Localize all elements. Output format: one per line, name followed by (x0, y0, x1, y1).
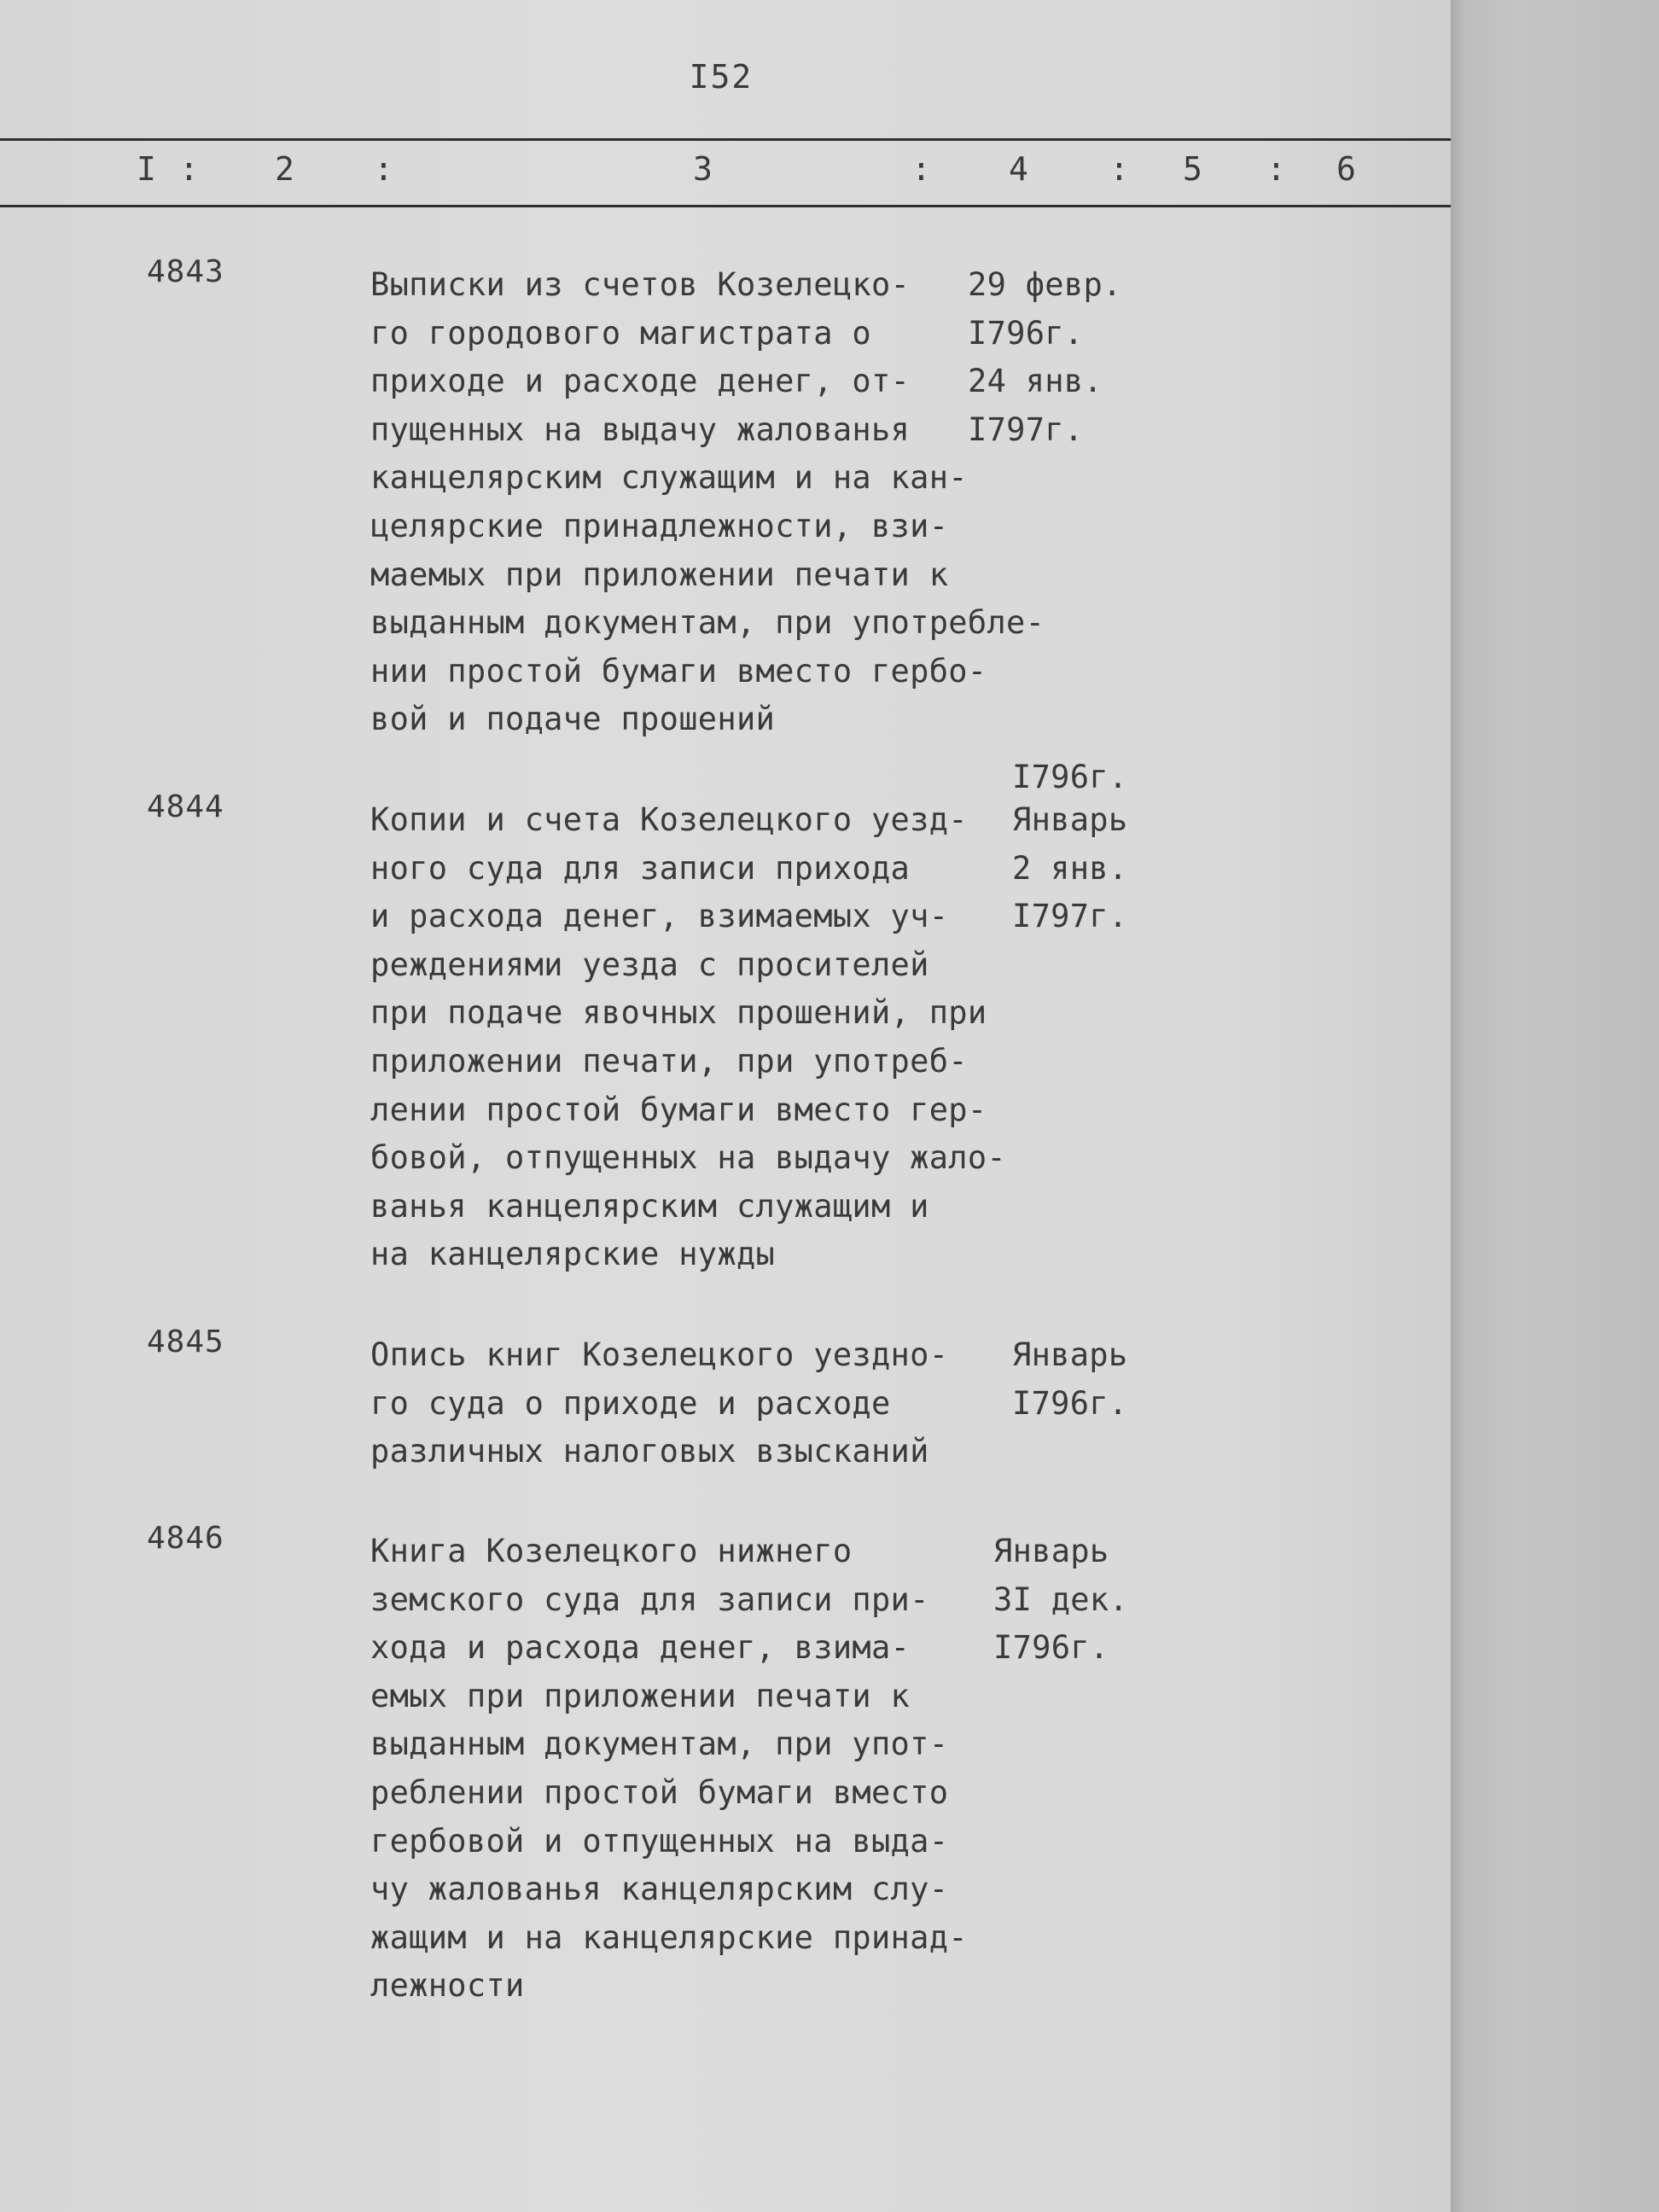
entry-description (370, 796, 1070, 1279)
column-label-1: I (137, 150, 156, 188)
text-line: Книга Козелецкого нижнего (370, 1533, 853, 1569)
text-line: го суда о приходе и расходе (370, 1384, 891, 1422)
text-line: и расхода денег, взимаемых уч- (370, 898, 949, 935)
entry-number: 4843 (147, 254, 224, 289)
entry-number: 4846 (147, 1521, 224, 1556)
text-line: канцелярским служащим и на кан- (370, 459, 968, 497)
text-line: реблении простой бумаги вместо (370, 1773, 949, 1811)
date-line: I796г. (968, 314, 1084, 352)
text-line: лежности (370, 1967, 525, 2005)
entry-dates (1012, 1331, 1127, 1428)
date-line: 29 февр. (968, 266, 1122, 303)
entry-number: 4844 (147, 789, 224, 824)
header-rule-top (0, 138, 1451, 141)
text-line: целярские принадлежности, взи- (370, 507, 949, 544)
text-line: при подаче явочных прошений, при (370, 994, 987, 1032)
date-line: 2 янв. (1012, 849, 1128, 887)
text-line: реждениями уезда с просителей (370, 946, 929, 983)
date-line: I797г. (968, 410, 1084, 448)
column-label-6: 6 (1336, 150, 1356, 188)
text-line: выданным документам, при упот- (370, 1726, 949, 1763)
text-line: гербовой и отпущенных на выда- (370, 1822, 949, 1860)
text-line: Копии и счета Козелецкого уезд- (370, 801, 968, 838)
column-label-3: 3 (693, 150, 713, 188)
text-line: земского суда для записи при- (370, 1580, 929, 1618)
text-line: лении простой бумаги вместо гер- (370, 1091, 987, 1128)
text-line: приложении печати, при употреб- (370, 1042, 968, 1080)
text-line: ванья канцелярским служащим и (370, 1187, 929, 1225)
text-line: го городового магистрата о (370, 314, 871, 352)
column-label-4: 4 (1009, 150, 1028, 188)
date-line: Январь (1012, 801, 1128, 838)
entry-dates (1012, 796, 1127, 941)
text-line: Опись книг Козелецкого уездно- (370, 1336, 949, 1373)
text-line: вой и подаче прошений (370, 701, 776, 738)
date-line: I796г. (993, 1629, 1109, 1667)
column-label-2: 2 (275, 150, 294, 188)
header-rule-bottom (0, 205, 1451, 207)
entry-dates (968, 261, 1122, 454)
date-line: Январь (1012, 1336, 1128, 1373)
text-line: жащим и на канцелярские принад- (370, 1918, 968, 1956)
entry-year-above: I796г. (1012, 759, 1128, 795)
text-line: нии простой бумаги вместо гербо- (370, 652, 987, 690)
text-line: ного суда для записи прихода (370, 849, 911, 887)
column-separator: : (1266, 150, 1286, 188)
entry-description (370, 261, 1070, 744)
entry-description (370, 1528, 1070, 2011)
date-line: 3I дек. (993, 1580, 1129, 1618)
text-line: бовой, отпущенных на выдачу жало- (370, 1139, 1007, 1177)
entry-number: 4845 (147, 1324, 224, 1359)
date-line: I797г. (1012, 898, 1128, 935)
text-line: различных налоговых взысканий (370, 1433, 929, 1470)
column-separator: : (374, 150, 393, 188)
date-line: 24 янв. (968, 363, 1103, 400)
text-line: пущенных на выдачу жалованья (370, 410, 911, 448)
text-line: емых при приложении печати к (370, 1677, 911, 1714)
text-line: хода и расхода денег, взима- (370, 1629, 911, 1667)
text-line: на канцелярские нужды (370, 1236, 776, 1273)
column-label-5: 5 (1183, 150, 1202, 188)
text-line: Выписки из счетов Козелецко- (370, 266, 911, 303)
date-line: Январь (993, 1533, 1109, 1569)
page-number: I52 (689, 58, 754, 96)
text-line: маемых при приложении печати к (370, 556, 949, 593)
entry-dates (993, 1528, 1128, 1673)
text-line: чу жалованья канцелярским слу- (370, 1871, 949, 1908)
column-separator: : (1109, 150, 1129, 188)
text-line: приходе и расходе денег, от- (370, 363, 911, 400)
page-edge-shadow (1451, 0, 1659, 2212)
column-separator: : (911, 150, 931, 188)
column-header (0, 150, 1451, 198)
date-line: I796г. (1012, 1384, 1128, 1422)
column-separator: : (179, 150, 199, 188)
text-line: выданным документам, при употребле- (370, 604, 1045, 642)
entry-description (370, 1331, 1070, 1476)
